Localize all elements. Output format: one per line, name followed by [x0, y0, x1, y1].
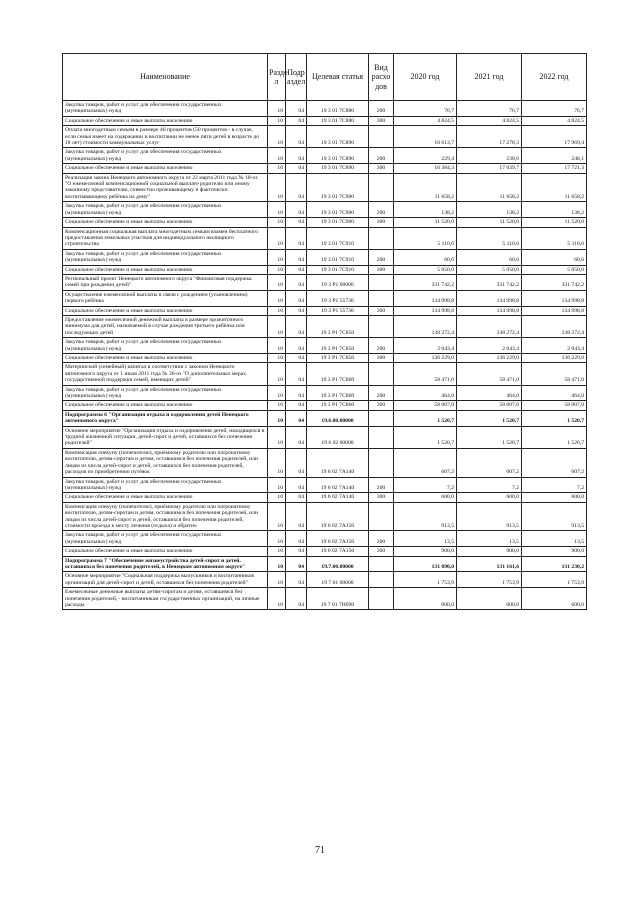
- cell-section: 10: [268, 101, 286, 117]
- cell-2021: 600,0: [457, 493, 522, 502]
- cell-subsection: 04: [286, 354, 307, 363]
- cell-2022: 7,2: [522, 477, 587, 493]
- header-2020: 2020 год: [394, 54, 457, 101]
- cell-section: 10: [268, 477, 286, 493]
- table-row: [63, 249, 587, 265]
- table-row: [63, 502, 587, 531]
- cell-section: 10: [268, 531, 286, 547]
- cell-target: 19 6 02 7А150: [307, 502, 369, 531]
- cell-2021: 131 161,6: [457, 556, 522, 572]
- cell-section: 10: [268, 401, 286, 410]
- cell-kind: [369, 426, 394, 448]
- cell-2022: 11 658,2: [522, 173, 587, 202]
- cell-2021: 13,5: [457, 531, 522, 547]
- cell-subsection: 04: [286, 290, 307, 306]
- table-body: [63, 101, 587, 610]
- cell-2022: 131 230,2: [522, 556, 587, 572]
- cell-2020: 4 824,5: [394, 116, 457, 125]
- cell-2022: 600,0: [522, 588, 587, 610]
- cell-target: 19 7 01 00000: [307, 572, 369, 588]
- cell-2022: 1 753,9: [522, 572, 587, 588]
- cell-target: 19 3 Р1 55730: [307, 290, 369, 306]
- cell-target: 19 3 Р1 7С860: [307, 363, 369, 385]
- cell-2022: 138 272,4: [522, 315, 587, 337]
- cell-2021: 331 742,2: [457, 274, 522, 290]
- cell-target: 19 3 01 7С900: [307, 202, 369, 218]
- cell-target: 19 6 02 7А140: [307, 448, 369, 477]
- cell-target: 19 3 01 7С890: [307, 148, 369, 164]
- cell-target: 19 3 Р1 7С860: [307, 401, 369, 410]
- cell-2022: 1 520,7: [522, 426, 587, 448]
- table-row: [63, 493, 587, 502]
- cell-name: Основное мероприятие "Организация отдыха и оздоровления детей, находящихся в трудной жизненной ситуации, детей-сирот и детей, оставшихся без попечения родителей": [63, 426, 268, 448]
- cell-name: Закупка товаров, работ и услуг для обеспечения государственных (муниципальных) нужд: [63, 531, 268, 547]
- cell-name: Компенсация опекуну (попечителю), приёмному родителю или патронатному воспитателю, детям-сиротам и детям, оставшимся без попечения родителей, или лицам из числа детей-сирот и детей, оставшихся без попечения родителей, расходов по приобретению путёвок: [63, 448, 268, 477]
- cell-2020: 136 229,0: [394, 354, 457, 363]
- table-row: [63, 354, 587, 363]
- cell-target: 19 3 Р1 7С850: [307, 338, 369, 354]
- cell-2021: 600,0: [457, 588, 522, 610]
- cell-2021: 134 998,8: [457, 306, 522, 315]
- cell-name: Материнский (семейный) капитал в соответствии с законом Ненецкого автономного округа от 1 июля 2011 года № 36-оз "О дополнительных мерах государственной поддержки семей, имеющих детей": [63, 363, 268, 385]
- cell-subsection: 04: [286, 572, 307, 588]
- cell-2021: 238,6: [457, 148, 522, 164]
- cell-subsection: 04: [286, 265, 307, 274]
- cell-2021: 17 039,7: [457, 164, 522, 173]
- table-row: [63, 363, 587, 385]
- cell-target: 19 6 02 7А150: [307, 531, 369, 547]
- cell-2022: 607,2: [522, 448, 587, 477]
- cell-target: 19.6.00.00000: [307, 410, 369, 426]
- cell-2020: 11 658,2: [394, 173, 457, 202]
- table-row: [63, 126, 587, 148]
- cell-2021: 1 520,7: [457, 410, 522, 426]
- cell-2022: 13,5: [522, 531, 587, 547]
- cell-name: Социальное обеспечение и иные выплаты населению: [63, 354, 268, 363]
- cell-subsection: 04: [286, 448, 307, 477]
- header-section: Разде л: [268, 54, 286, 101]
- cell-2022: 60,6: [522, 249, 587, 265]
- cell-subsection: 04: [286, 202, 307, 218]
- cell-section: 10: [268, 572, 286, 588]
- cell-2020: 5 050,0: [394, 265, 457, 274]
- header-target: Целевая статья: [307, 54, 369, 101]
- cell-2021: 464,0: [457, 385, 522, 401]
- cell-section: 10: [268, 502, 286, 531]
- cell-2021: 900,0: [457, 547, 522, 556]
- cell-section: 10: [268, 164, 286, 173]
- cell-kind: 200: [369, 202, 394, 218]
- cell-2020: 2 043,4: [394, 338, 457, 354]
- cell-2020: 11 520,0: [394, 218, 457, 227]
- table-row: [63, 426, 587, 448]
- cell-name: Осуществление ежемесячной выплаты в связи с рождением (усыновлением) первого ребёнка: [63, 290, 268, 306]
- cell-2022: 58 007,0: [522, 401, 587, 410]
- cell-section: 10: [268, 410, 286, 426]
- cell-target: 19 3 Р1 7С850: [307, 354, 369, 363]
- cell-2021: 58 471,0: [457, 363, 522, 385]
- cell-name: Социальное обеспечение и иные выплаты населению: [63, 218, 268, 227]
- cell-section: 10: [268, 363, 286, 385]
- cell-kind: 200: [369, 101, 394, 117]
- cell-target: 19 3 Р1 7С860: [307, 385, 369, 401]
- cell-section: 10: [268, 426, 286, 448]
- cell-2021: 17 278,3: [457, 126, 522, 148]
- cell-2022: 76,7: [522, 101, 587, 117]
- cell-name: Закупка товаров, работ и услуг для обеспечения государственных (муниципальных) нужд: [63, 148, 268, 164]
- cell-target: 19 3 01 7С910: [307, 227, 369, 249]
- table-row: [63, 338, 587, 354]
- cell-section: 10: [268, 290, 286, 306]
- table-row: [63, 385, 587, 401]
- cell-section: 10: [268, 448, 286, 477]
- cell-target: 19 3 01 7С900: [307, 218, 369, 227]
- cell-name: Закупка товаров, работ и услуг для обеспечения государственных (муниципальных) нужд: [63, 385, 268, 401]
- cell-kind: [369, 290, 394, 306]
- header-2021: 2021 год: [457, 54, 522, 101]
- cell-2021: 5 110,6: [457, 227, 522, 249]
- cell-name: Закупка товаров, работ и услуг для обеспечения государственных (муниципальных) нужд: [63, 338, 268, 354]
- cell-kind: [369, 227, 394, 249]
- table-row: [63, 477, 587, 493]
- cell-subsection: 04: [286, 401, 307, 410]
- header-subsection: Подр аздел: [286, 54, 307, 101]
- table-row: [63, 547, 587, 556]
- cell-kind: [369, 126, 394, 148]
- table-row: [63, 202, 587, 218]
- cell-2020: 60,6: [394, 249, 457, 265]
- cell-subsection: 04: [286, 306, 307, 315]
- cell-section: 10: [268, 547, 286, 556]
- cell-2020: 131 090,0: [394, 556, 457, 572]
- cell-2022: 58 471,0: [522, 363, 587, 385]
- cell-kind: 200: [369, 338, 394, 354]
- cell-2021: 58 007,0: [457, 401, 522, 410]
- table-row: [63, 448, 587, 477]
- cell-2020: 138 272,4: [394, 315, 457, 337]
- cell-2020: 600,0: [394, 588, 457, 610]
- cell-2020: 138,2: [394, 202, 457, 218]
- cell-subsection: 04: [286, 173, 307, 202]
- cell-subsection: 04: [286, 148, 307, 164]
- cell-kind: 300: [369, 218, 394, 227]
- cell-2022: 11 520,0: [522, 218, 587, 227]
- cell-2022: 331 742,2: [522, 274, 587, 290]
- cell-2021: 2 043,4: [457, 338, 522, 354]
- cell-name: Реализация закона Ненецкого автономного округа от 22 марта 2011 года № 10-оз "О ежемесячной компенсационной социальной выплате родителю или иному законному представителю, совместно проживающему и фактически воспитывающему ребёнка на дому": [63, 173, 268, 202]
- cell-target: 19 6 02 7А140: [307, 477, 369, 493]
- cell-2020: 5 110,6: [394, 227, 457, 249]
- cell-subsection: 04: [286, 477, 307, 493]
- cell-subsection: 04: [286, 218, 307, 227]
- cell-subsection: 04: [286, 126, 307, 148]
- cell-section: 10: [268, 265, 286, 274]
- cell-2020: 16 384,3: [394, 164, 457, 173]
- cell-2021: 76,7: [457, 101, 522, 117]
- cell-target: 19 3 Р1 55730: [307, 306, 369, 315]
- cell-subsection: 04: [286, 410, 307, 426]
- cell-target: 19 3 Р1 7С850: [307, 315, 369, 337]
- cell-subsection: 04: [286, 227, 307, 249]
- cell-2022: 600,0: [522, 493, 587, 502]
- budget-table: [62, 53, 587, 610]
- table-row: [63, 218, 587, 227]
- cell-2020: 913,5: [394, 502, 457, 531]
- table-row: [63, 290, 587, 306]
- table-row: [63, 265, 587, 274]
- cell-name: Закупка товаров, работ и услуг для обеспечения государственных (муниципальных) нужд: [63, 477, 268, 493]
- cell-target: 19 6 02 00000: [307, 426, 369, 448]
- cell-section: 10: [268, 202, 286, 218]
- page-number: 71: [315, 845, 325, 856]
- table-row: [63, 410, 587, 426]
- cell-kind: 300: [369, 164, 394, 173]
- cell-2021: 136 229,0: [457, 354, 522, 363]
- cell-subsection: 04: [286, 556, 307, 572]
- table-row: [63, 572, 587, 588]
- header-kind: Вид расхо дов: [369, 54, 394, 101]
- cell-name: Закупка товаров, работ и услуг для обеспечения государственных (муниципальных) нужд: [63, 101, 268, 117]
- cell-kind: 200: [369, 249, 394, 265]
- cell-target: 19 3 01 7С910: [307, 249, 369, 265]
- cell-name: Подпрограмма 7 "Обеспечение жизнеустройства детей-сирот и детей, оставшихся без попечения родителей, в Ненецком автономном округе": [63, 556, 268, 572]
- cell-subsection: 04: [286, 116, 307, 125]
- cell-2021: 5 050,0: [457, 265, 522, 274]
- cell-name: Социальное обеспечение и иные выплаты населению: [63, 164, 268, 173]
- table-row: [63, 274, 587, 290]
- cell-2021: 1 753,9: [457, 572, 522, 588]
- cell-kind: [369, 502, 394, 531]
- cell-kind: [369, 410, 394, 426]
- table-row: [63, 116, 587, 125]
- cell-2022: 134 998,8: [522, 290, 587, 306]
- cell-2020: 900,0: [394, 547, 457, 556]
- cell-2021: 60,6: [457, 249, 522, 265]
- cell-2022: 17 969,4: [522, 126, 587, 148]
- cell-2021: 607,2: [457, 448, 522, 477]
- cell-subsection: 04: [286, 274, 307, 290]
- cell-section: 10: [268, 493, 286, 502]
- cell-2022: 134 998,8: [522, 306, 587, 315]
- cell-kind: [369, 315, 394, 337]
- cell-2020: 464,0: [394, 385, 457, 401]
- cell-subsection: 04: [286, 502, 307, 531]
- cell-section: 10: [268, 116, 286, 125]
- table-row: [63, 148, 587, 164]
- cell-name: Основное мероприятие "Социальная поддержка выпускников и воспитанников организаций для детей-сирот и детей, оставшихся без попечения родителей": [63, 572, 268, 588]
- cell-target: 19 3 01 7С890: [307, 126, 369, 148]
- cell-section: 10: [268, 338, 286, 354]
- cell-kind: 300: [369, 493, 394, 502]
- cell-subsection: 04: [286, 164, 307, 173]
- cell-name: Социальное обеспечение и иные выплаты населению: [63, 547, 268, 556]
- cell-kind: 200: [369, 148, 394, 164]
- cell-kind: [369, 448, 394, 477]
- cell-section: 10: [268, 249, 286, 265]
- cell-kind: 300: [369, 354, 394, 363]
- cell-kind: [369, 572, 394, 588]
- cell-section: 10: [268, 274, 286, 290]
- cell-2021: 138 272,4: [457, 315, 522, 337]
- cell-section: 10: [268, 227, 286, 249]
- cell-section: 10: [268, 385, 286, 401]
- cell-2022: 5 050,0: [522, 265, 587, 274]
- cell-2020: 134 998,8: [394, 306, 457, 315]
- cell-section: 10: [268, 148, 286, 164]
- cell-name: Компенсационная социальная выплата многодетным семьям взамен бесплатного предоставления земельных участков для индивидуального жилищного строительства: [63, 227, 268, 249]
- cell-2022: 17 721,3: [522, 164, 587, 173]
- cell-2022: 464,0: [522, 385, 587, 401]
- cell-kind: 200: [369, 531, 394, 547]
- table-row: [63, 101, 587, 117]
- cell-subsection: 04: [286, 426, 307, 448]
- cell-2021: 913,5: [457, 502, 522, 531]
- table-row: [63, 531, 587, 547]
- cell-subsection: 04: [286, 588, 307, 610]
- cell-name: Социальное обеспечение и иные выплаты населению: [63, 401, 268, 410]
- cell-name: Социальное обеспечение и иные выплаты населению: [63, 116, 268, 125]
- cell-2022: 136 229,0: [522, 354, 587, 363]
- cell-2020: 76,7: [394, 101, 457, 117]
- cell-target: 19 3 01 7С880: [307, 116, 369, 125]
- cell-section: 10: [268, 306, 286, 315]
- cell-name: Ежемесячные денежные выплаты детям-сиротам и детям, оставшимся без попечения родителей, - воспитанникам государственных организаций, на личные расходы: [63, 588, 268, 610]
- cell-target: 19 3 01 7С900: [307, 173, 369, 202]
- cell-target: 19 6 02 7А140: [307, 493, 369, 502]
- cell-2020: 58 007,0: [394, 401, 457, 410]
- header-row: [63, 54, 587, 101]
- table-row: [63, 227, 587, 249]
- cell-2020: 1 520,7: [394, 426, 457, 448]
- cell-2021: 11 520,0: [457, 218, 522, 227]
- cell-2022: 2 043,4: [522, 338, 587, 354]
- cell-name: Региональный проект Ненецкого автономного округа "Финансовая поддержка семей при рождении детей": [63, 274, 268, 290]
- cell-2022: 4 824,5: [522, 116, 587, 125]
- cell-subsection: 04: [286, 101, 307, 117]
- cell-kind: 300: [369, 265, 394, 274]
- cell-2020: 229,4: [394, 148, 457, 164]
- cell-subsection: 04: [286, 249, 307, 265]
- cell-subsection: 04: [286, 531, 307, 547]
- cell-2020: 331 742,2: [394, 274, 457, 290]
- header-2022: 2022 год: [522, 54, 587, 101]
- cell-target: 19.7.00.00000: [307, 556, 369, 572]
- cell-section: 10: [268, 315, 286, 337]
- cell-2021: 4 824,5: [457, 116, 522, 125]
- cell-kind: 300: [369, 401, 394, 410]
- cell-2022: 900,0: [522, 547, 587, 556]
- cell-target: 19 6 02 7А150: [307, 547, 369, 556]
- cell-name: Предоставление ежемесячной денежной выплаты в размере прожиточного минимума для детей, назначаемой в случае рождения третьего ребёнка или последующих детей: [63, 315, 268, 337]
- cell-subsection: 04: [286, 547, 307, 556]
- cell-name: Подпрограмма 6 "Организация отдыха и оздоровления детей Ненецкого автономного округа": [63, 410, 268, 426]
- cell-target: 19 3 Р1 00000: [307, 274, 369, 290]
- cell-name: Социальное обеспечение и иные выплаты населению: [63, 265, 268, 274]
- cell-section: 10: [268, 556, 286, 572]
- table-row: [63, 588, 587, 610]
- cell-2022: 248,1: [522, 148, 587, 164]
- cell-2022: 5 110,6: [522, 227, 587, 249]
- cell-2020: 7,2: [394, 477, 457, 493]
- cell-subsection: 04: [286, 385, 307, 401]
- cell-kind: 200: [369, 477, 394, 493]
- table-row: [63, 315, 587, 337]
- cell-2021: 134 998,8: [457, 290, 522, 306]
- cell-2022: 138,2: [522, 202, 587, 218]
- cell-target: 19 3 01 7С880: [307, 101, 369, 117]
- cell-kind: 300: [369, 547, 394, 556]
- cell-kind: 300: [369, 306, 394, 315]
- cell-2020: 1 520,7: [394, 410, 457, 426]
- cell-section: 10: [268, 588, 286, 610]
- cell-section: 10: [268, 354, 286, 363]
- cell-kind: [369, 173, 394, 202]
- cell-2020: 600,0: [394, 493, 457, 502]
- cell-section: 10: [268, 173, 286, 202]
- table-row: [63, 164, 587, 173]
- cell-section: 10: [268, 126, 286, 148]
- table-row: [63, 556, 587, 572]
- cell-section: 10: [268, 218, 286, 227]
- cell-2020: 58 471,0: [394, 363, 457, 385]
- cell-name: Компенсация опекуну (попечителю), приёмному родителю или патронатному воспитателю, детям-сиротам и детям, оставшимся без попечения родителей, или лицам из числа детей-сирот и детей, оставшихся без попечения родителей, стоимости проезда к месту лечения (отдыха) и обратно: [63, 502, 268, 531]
- cell-subsection: 04: [286, 493, 307, 502]
- cell-kind: [369, 556, 394, 572]
- cell-subsection: 04: [286, 363, 307, 385]
- cell-2020: 13,5: [394, 531, 457, 547]
- cell-2021: 1 520,7: [457, 426, 522, 448]
- table-row: [63, 306, 587, 315]
- cell-subsection: 04: [286, 338, 307, 354]
- table-row: [63, 173, 587, 202]
- cell-target: 19 3 01 7С890: [307, 164, 369, 173]
- cell-kind: [369, 588, 394, 610]
- cell-name: Социальное обеспечение и иные выплаты населению: [63, 493, 268, 502]
- cell-target: 19 7 01 7Н090: [307, 588, 369, 610]
- cell-kind: [369, 274, 394, 290]
- cell-2020: 1 753,9: [394, 572, 457, 588]
- cell-name: Оплата многодетным семьям в размере 40 процентов (50 процентов - в случае, если семья имеет на содержании и воспитании не менее пяти детей в возрасте до 18 лет) стоимости коммунальных услуг: [63, 126, 268, 148]
- cell-2021: 7,2: [457, 477, 522, 493]
- cell-kind: 200: [369, 385, 394, 401]
- cell-2022: 913,5: [522, 502, 587, 531]
- cell-kind: 300: [369, 116, 394, 125]
- cell-2020: 607,2: [394, 448, 457, 477]
- table-row: [63, 401, 587, 410]
- cell-2020: 134 998,8: [394, 290, 457, 306]
- cell-subsection: 04: [286, 315, 307, 337]
- cell-name: Закупка товаров, работ и услуг для обеспечения государственных (муниципальных) нужд: [63, 249, 268, 265]
- cell-2022: 1 520,7: [522, 410, 587, 426]
- cell-2021: 11 658,2: [457, 173, 522, 202]
- cell-kind: [369, 363, 394, 385]
- header-name: Наименование: [63, 54, 268, 101]
- cell-2021: 138,2: [457, 202, 522, 218]
- cell-2020: 16 613,7: [394, 126, 457, 148]
- cell-name: Закупка товаров, работ и услуг для обеспечения государственных (муниципальных) нужд: [63, 202, 268, 218]
- cell-name: Социальное обеспечение и иные выплаты населению: [63, 306, 268, 315]
- cell-target: 19 3 01 7С910: [307, 265, 369, 274]
